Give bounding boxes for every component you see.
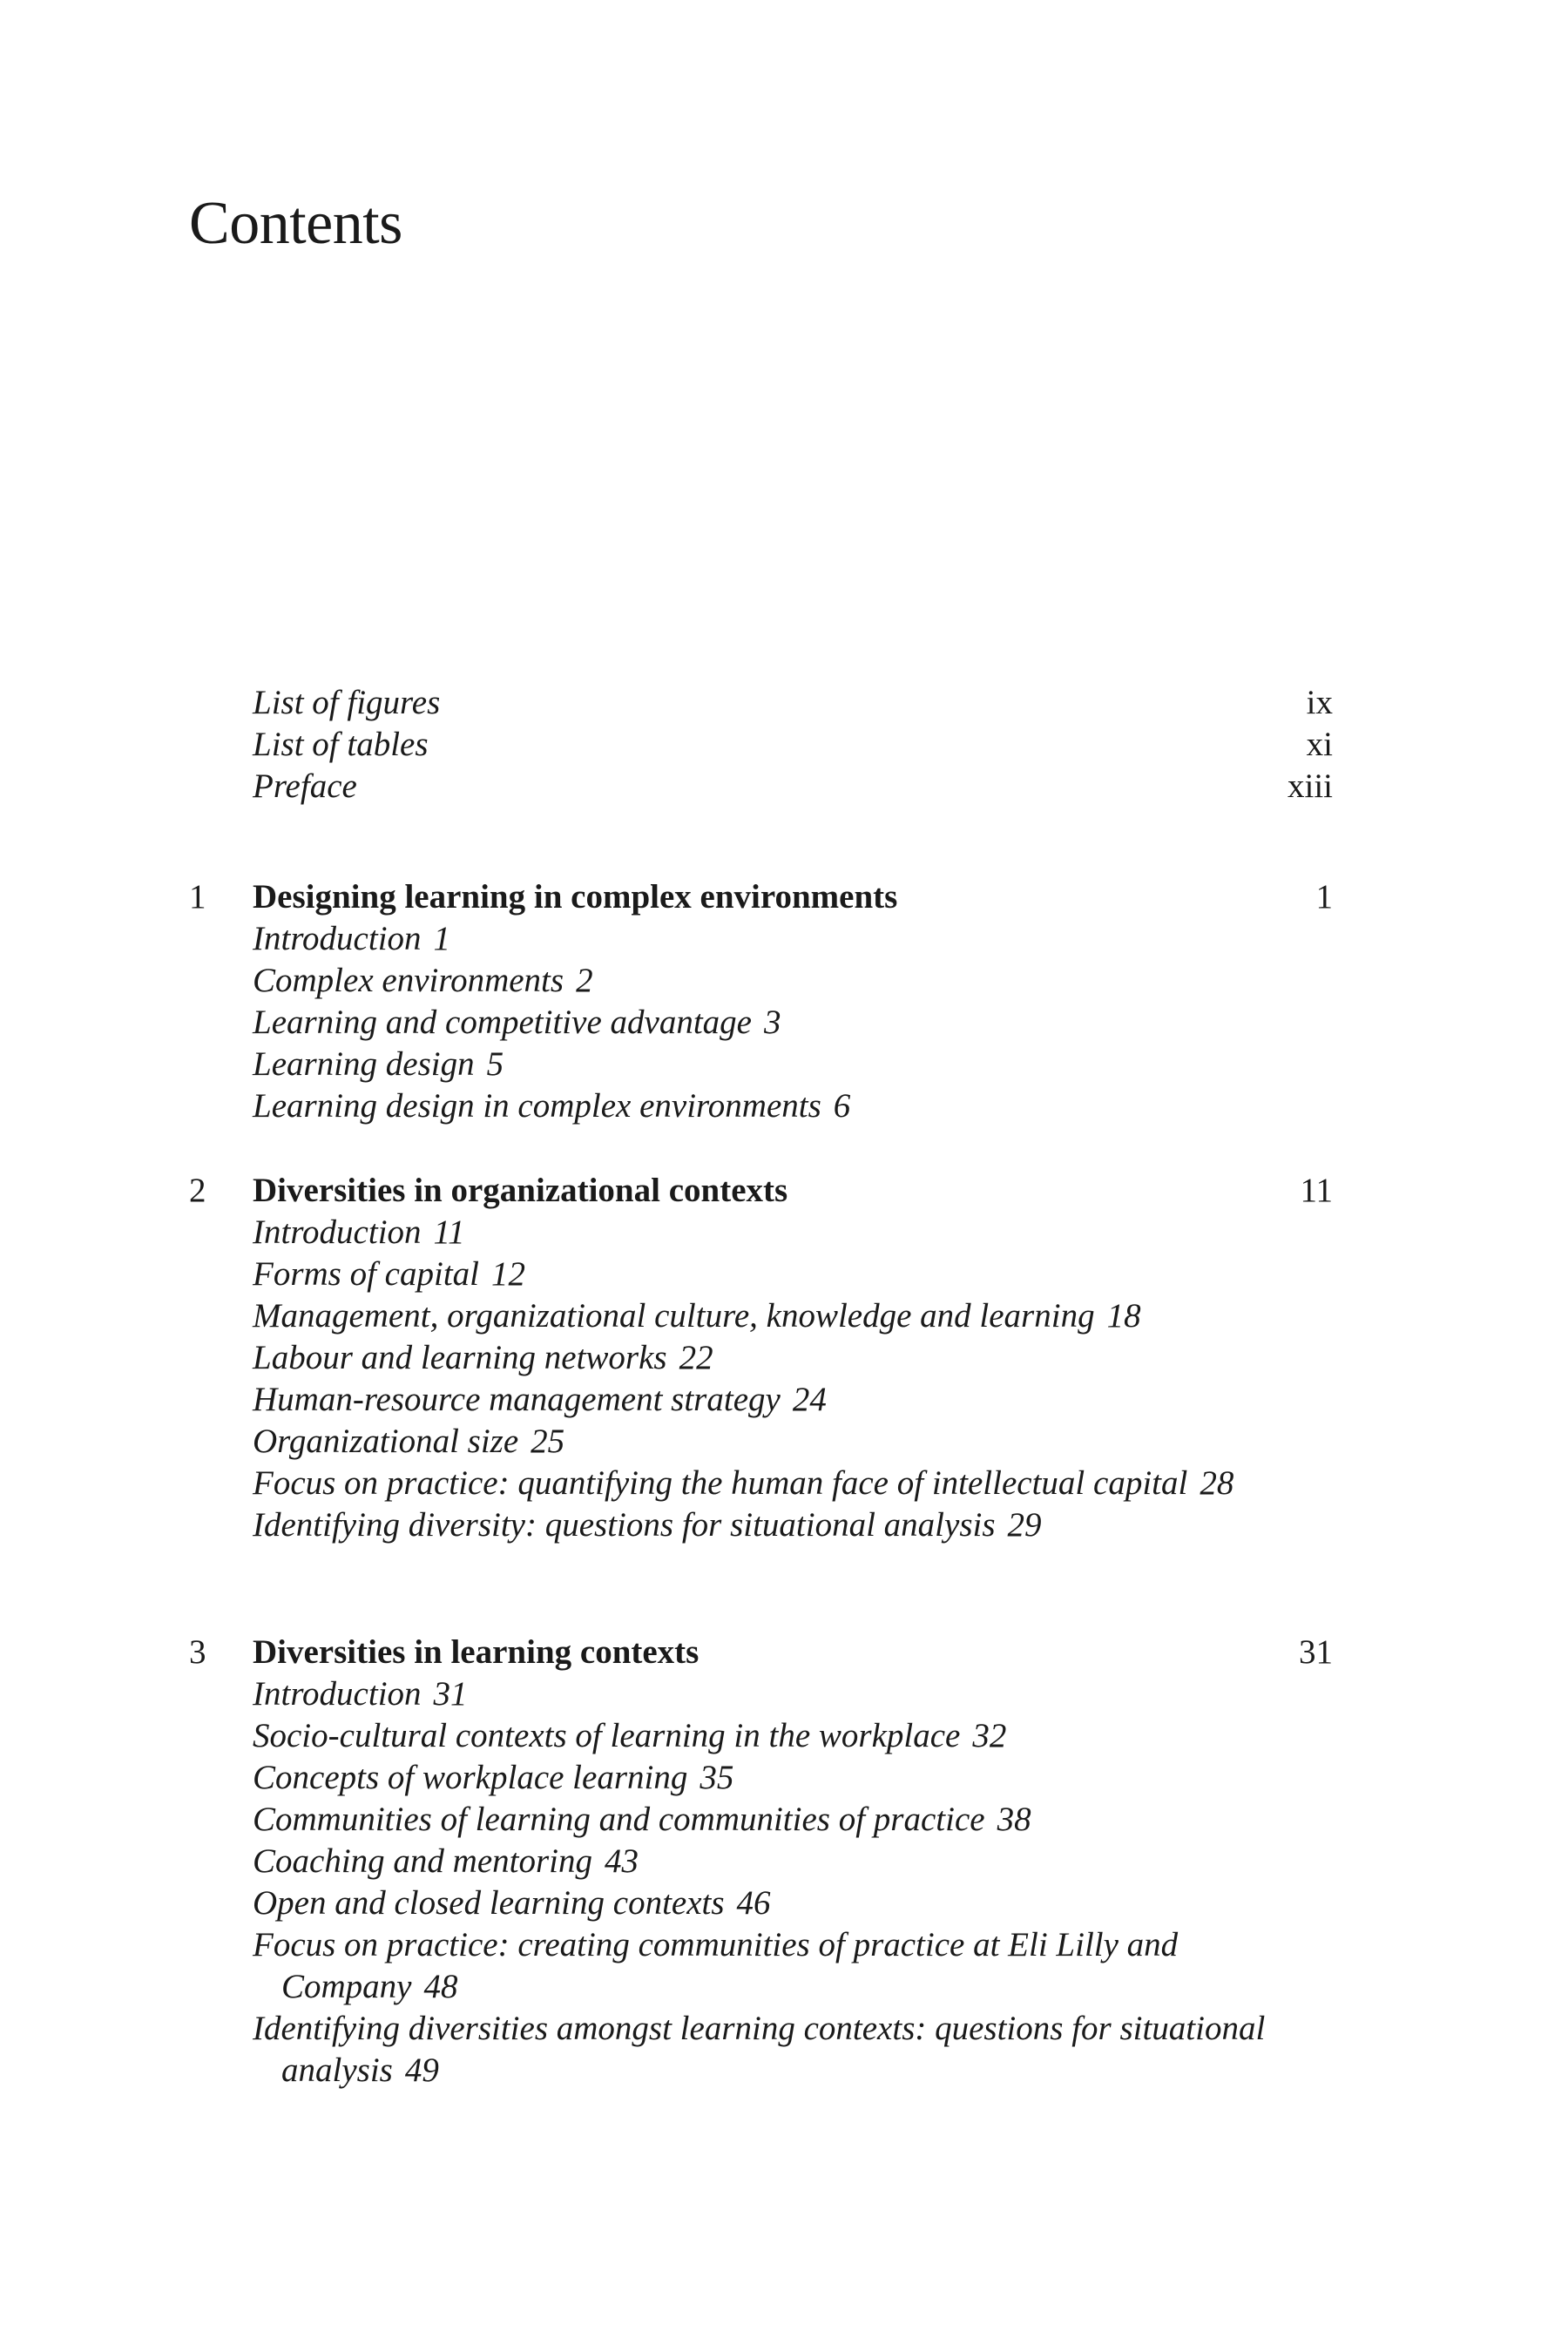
section-page: 48 (423, 1968, 458, 2005)
section-title: Labour and learning networks (253, 1339, 667, 1376)
chapter-page: 11 (1300, 1172, 1333, 1209)
section-page: 25 (531, 1423, 565, 1460)
chapter-heading[interactable] (189, 1170, 1333, 1212)
section-entry[interactable] (253, 1715, 1344, 1757)
section-title: Learning design in complex environments (253, 1087, 821, 1125)
chapter-title: Designing learning in complex environments (253, 878, 898, 916)
chapter-page: 1 (1315, 878, 1333, 916)
section-page: 18 (1106, 1297, 1141, 1335)
section-entry[interactable] (253, 1924, 1344, 2008)
section-page: 31 (433, 1675, 468, 1713)
section-page: 11 (433, 1213, 465, 1251)
section-entry[interactable] (253, 1212, 1344, 1254)
section-page: 28 (1200, 1464, 1234, 1502)
section-title: Identifying diversity: questions for situational analysis (253, 1506, 996, 1544)
section-entry[interactable] (253, 960, 1344, 1002)
section-page: 35 (700, 1759, 734, 1796)
front-matter-entry[interactable] (253, 682, 1333, 724)
section-title: Focus on practice: creating communities of practice at Eli Lilly and Company (253, 1926, 1179, 2005)
section-page: 22 (679, 1339, 713, 1376)
section-list (253, 918, 1333, 1127)
section-entry[interactable] (253, 918, 1344, 960)
front-matter-title: Preface (253, 767, 357, 805)
section-entry[interactable] (253, 1002, 1344, 1044)
section-title: Forms of capital (253, 1255, 479, 1293)
section-page: 32 (972, 1717, 1007, 1754)
front-matter-page: xi (1306, 726, 1333, 763)
section-page: 49 (404, 2051, 439, 2089)
section-page: 6 (833, 1087, 851, 1125)
front-matter-entry[interactable] (253, 724, 1333, 766)
chapter-number: 1 (189, 878, 206, 916)
section-title: Introduction (253, 1675, 422, 1713)
section-entry[interactable] (253, 1337, 1344, 1379)
section-entry[interactable] (253, 1841, 1344, 1882)
chapter-1 (189, 876, 1333, 1127)
section-title: Open and closed learning contexts (253, 1884, 725, 1922)
section-title: Focus on practice: quantifying the human face of intellectual capital (253, 1464, 1188, 1502)
section-entry[interactable] (253, 1882, 1344, 1924)
chapter-number: 2 (189, 1172, 206, 1209)
section-entry[interactable] (253, 1044, 1344, 1085)
chapter-page: 31 (1299, 1633, 1333, 1671)
section-entry[interactable] (253, 1504, 1344, 1546)
page-title: Contents (189, 190, 402, 257)
chapter-3 (189, 1632, 1333, 2092)
section-entry[interactable] (253, 1799, 1344, 1841)
section-title: Coaching and mentoring (253, 1842, 592, 1880)
section-entry[interactable] (253, 1254, 1344, 1295)
section-page: 24 (792, 1381, 827, 1418)
section-title: Identifying diversities amongst learning contexts: questions for situational analysis (253, 2010, 1266, 2089)
section-entry[interactable] (253, 1085, 1344, 1127)
chapter-title: Diversities in learning contexts (253, 1633, 700, 1671)
section-title: Introduction (253, 1213, 422, 1251)
chapter-heading[interactable] (189, 1632, 1333, 1673)
front-matter-title: List of tables (253, 726, 429, 763)
section-title: Management, organizational culture, knowledge and learning (253, 1297, 1095, 1335)
section-page: 5 (486, 1045, 504, 1083)
chapter-title: Diversities in organizational contexts (253, 1172, 788, 1209)
section-page: 3 (763, 1004, 781, 1041)
section-title: Human-resource management strategy (253, 1381, 781, 1418)
chapter-heading[interactable] (189, 876, 1333, 918)
section-list (253, 1673, 1333, 2092)
section-title: Organizational size (253, 1423, 519, 1460)
chapter-number: 3 (189, 1633, 206, 1671)
front-matter-list (253, 682, 1333, 808)
front-matter-page: ix (1306, 684, 1333, 721)
section-title: Socio-cultural contexts of learning in the workplace (253, 1717, 961, 1754)
section-page: 1 (433, 920, 451, 957)
section-entry[interactable] (253, 1757, 1344, 1799)
front-matter-entry[interactable] (253, 766, 1333, 808)
section-page: 38 (997, 1801, 1031, 1838)
section-entry[interactable] (253, 1421, 1344, 1463)
section-title: Learning and competitive advantage (253, 1004, 752, 1041)
front-matter-title: List of figures (253, 684, 441, 721)
section-page: 46 (736, 1884, 771, 1922)
section-page: 2 (576, 962, 593, 999)
section-page: 29 (1007, 1506, 1042, 1544)
section-title: Introduction (253, 920, 422, 957)
section-entry[interactable] (253, 2008, 1344, 2092)
front-matter-page: xiii (1287, 767, 1333, 805)
section-title: Communities of learning and communities of practice (253, 1801, 985, 1838)
section-entry[interactable] (253, 1295, 1344, 1337)
section-entry[interactable] (253, 1673, 1344, 1715)
section-page: 43 (604, 1842, 639, 1880)
section-entry[interactable] (253, 1379, 1344, 1421)
section-entry[interactable] (253, 1463, 1344, 1504)
chapter-2 (189, 1170, 1333, 1546)
section-list (253, 1212, 1333, 1546)
section-title: Complex environments (253, 962, 564, 999)
section-title: Concepts of workplace learning (253, 1759, 688, 1796)
section-title: Learning design (253, 1045, 475, 1083)
section-page: 12 (491, 1255, 525, 1293)
